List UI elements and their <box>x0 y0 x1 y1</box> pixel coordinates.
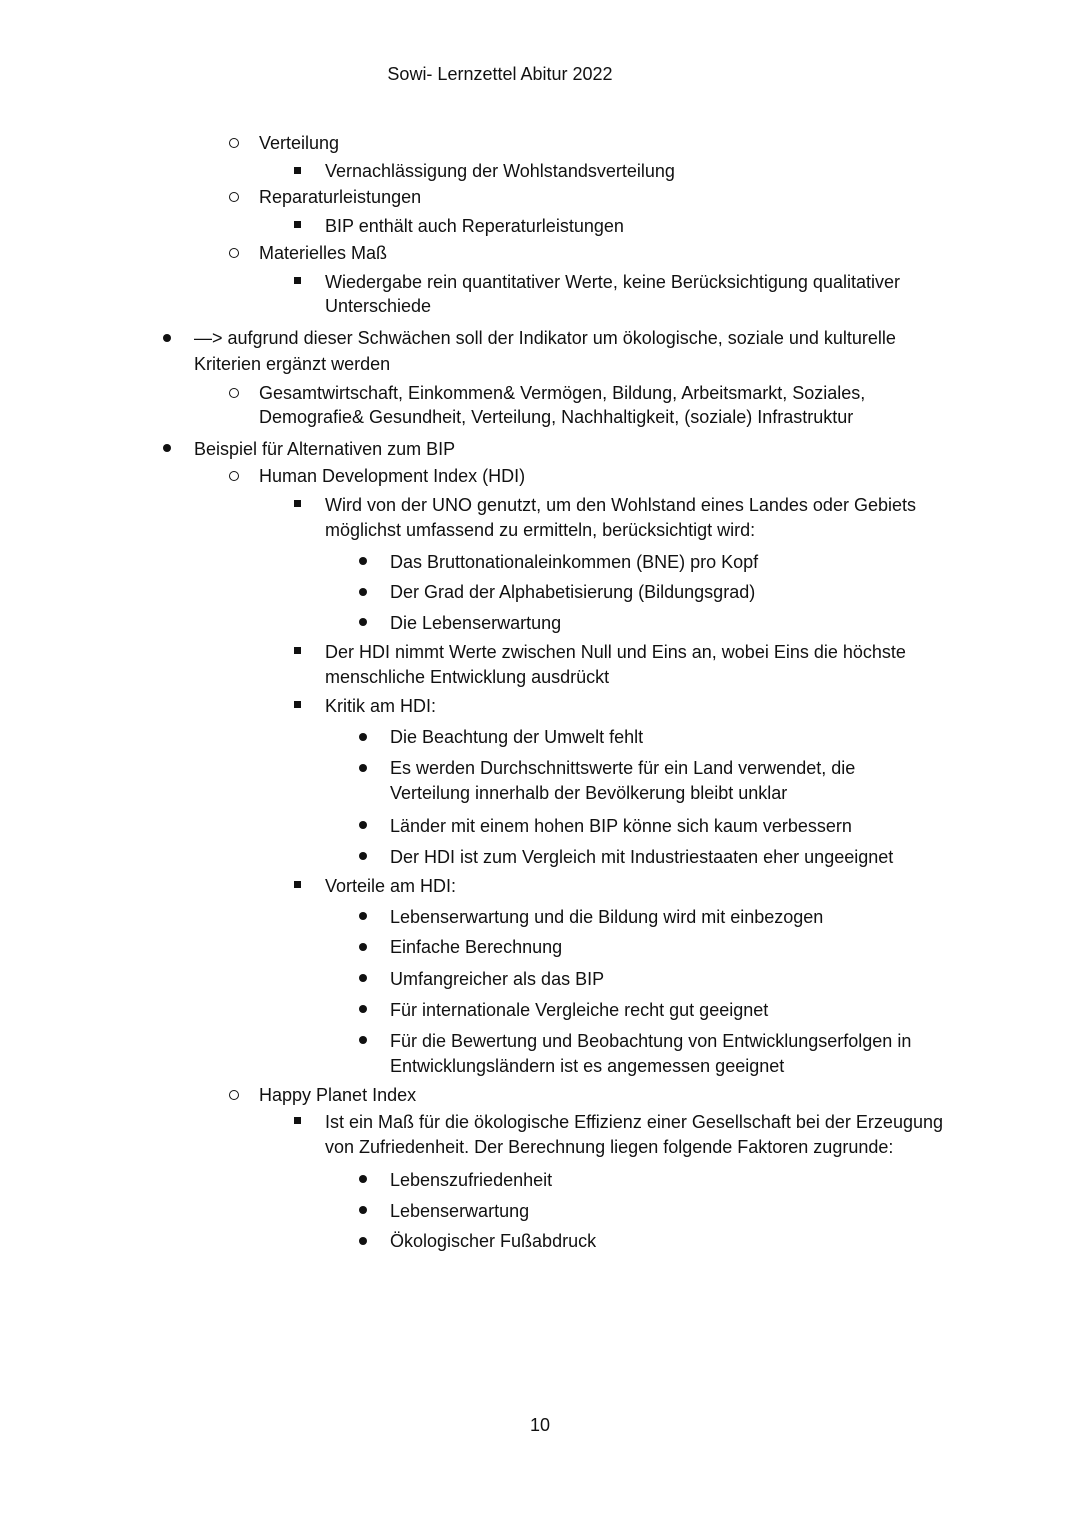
square-bullet-icon <box>294 221 301 228</box>
list-item: Das Bruttonationaleinkommen (BNE) pro Kopf <box>390 552 759 572</box>
list-item: Für die Bewertung und Beobachtung von Entwicklungserfolgen in <box>390 1031 912 1051</box>
list-item-continuation: Entwicklungsländern ist es angemessen geeignet <box>390 1056 785 1076</box>
dot-bullet-icon <box>359 974 367 982</box>
list-item: Vorteile am HDI: <box>325 876 457 896</box>
list-item-continuation: Unterschiede <box>325 296 432 316</box>
dot-bullet-icon <box>359 1175 367 1183</box>
square-bullet-icon <box>294 701 301 708</box>
list-item-continuation: menschliche Entwicklung ausdrückt <box>325 667 610 687</box>
list-item-continuation: von Zufriedenheit. Der Berechnung liegen folgende Faktoren zugrunde: <box>325 1137 894 1157</box>
square-bullet-icon <box>294 647 301 654</box>
list-item: —> aufgrund dieser Schwächen soll der Indikator um ökologische, soziale und kulturelle <box>194 328 896 348</box>
list-item: Der HDI nimmt Werte zwischen Null und Eins an, wobei Eins die höchste <box>325 642 906 662</box>
list-item: Kritik am HDI: <box>325 696 437 716</box>
square-bullet-icon <box>294 277 301 284</box>
page-title: Sowi- Lernzettel Abitur 2022 <box>387 64 613 84</box>
list-item: Beispiel für Alternativen zum BIP <box>194 439 456 459</box>
dot-bullet-icon <box>359 1036 367 1044</box>
list-item: Lebenserwartung <box>390 1201 530 1221</box>
square-bullet-icon <box>294 1117 301 1124</box>
list-item: Lebenserwartung und die Bildung wird mit einbezogen <box>390 907 824 927</box>
list-item: Länder mit einem hohen BIP könne sich kaum verbessern <box>390 816 852 836</box>
list-item: Happy Planet Index <box>259 1085 417 1105</box>
dot-bullet-icon <box>359 1237 367 1245</box>
list-item: Vernachlässigung der Wohlstandsverteilung <box>325 161 675 181</box>
list-item: Die Beachtung der Umwelt fehlt <box>390 727 644 747</box>
list-item: Ist ein Maß für die ökologische Effizienz einer Gesellschaft bei der Erzeugung <box>325 1112 943 1132</box>
list-item-continuation: möglichst umfassend zu ermitteln, berücksichtigt wird: <box>325 520 756 540</box>
circle-bullet-icon <box>229 471 239 481</box>
dot-bullet-icon <box>359 557 367 565</box>
circle-bullet-icon <box>229 138 239 148</box>
page-number: 10 <box>529 1415 551 1435</box>
list-item: Es werden Durchschnittswerte für ein Land verwendet, die <box>390 758 856 778</box>
square-bullet-icon <box>294 500 301 507</box>
list-item: Human Development Index (HDI) <box>259 466 526 486</box>
list-item: Wiedergabe rein quantitativer Werte, keine Berücksichtigung qualitativer <box>325 272 900 292</box>
dot-bullet-icon <box>359 943 367 951</box>
dot-bullet-icon <box>359 588 367 596</box>
dot-bullet-icon <box>163 444 171 452</box>
dot-bullet-icon <box>359 618 367 626</box>
dot-bullet-icon <box>359 764 367 772</box>
circle-bullet-icon <box>229 192 239 202</box>
list-item: Einfache Berechnung <box>390 937 563 957</box>
list-item-continuation: Demografie& Gesundheit, Verteilung, Nachhaltigkeit, (soziale) Infrastruktur <box>259 407 854 427</box>
list-item-continuation: Verteilung innerhalb der Bevölkerung bleibt unklar <box>390 783 788 803</box>
dot-bullet-icon <box>359 912 367 920</box>
list-item: Reparaturleistungen <box>259 187 422 207</box>
list-item: Der HDI ist zum Vergleich mit Industriestaaten eher ungeeignet <box>390 847 894 867</box>
list-item: Wird von der UNO genutzt, um den Wohlstand eines Landes oder Gebiets <box>325 495 916 515</box>
dot-bullet-icon <box>359 1206 367 1214</box>
list-item: Materielles Maß <box>259 243 388 263</box>
list-item: Umfangreicher als das BIP <box>390 969 605 989</box>
list-item: Lebenszufriedenheit <box>390 1170 553 1190</box>
circle-bullet-icon <box>229 1090 239 1100</box>
square-bullet-icon <box>294 167 301 174</box>
list-item: BIP enthält auch Reperaturleistungen <box>325 216 624 236</box>
list-item: Die Lebenserwartung <box>390 613 562 633</box>
square-bullet-icon <box>294 881 301 888</box>
dot-bullet-icon <box>359 852 367 860</box>
list-item: Verteilung <box>259 133 340 153</box>
circle-bullet-icon <box>229 248 239 258</box>
list-item: Gesamtwirtschaft, Einkommen& Vermögen, Bildung, Arbeitsmarkt, Soziales, <box>259 383 866 403</box>
dot-bullet-icon <box>359 1005 367 1013</box>
dot-bullet-icon <box>359 821 367 829</box>
list-item-continuation: Kriterien ergänzt werden <box>194 354 391 374</box>
dot-bullet-icon <box>163 334 171 342</box>
dot-bullet-icon <box>359 733 367 741</box>
list-item: Für internationale Vergleiche recht gut geeignet <box>390 1000 769 1020</box>
list-item: Ökologischer Fußabdruck <box>390 1231 597 1251</box>
circle-bullet-icon <box>229 388 239 398</box>
list-item: Der Grad der Alphabetisierung (Bildungsgrad) <box>390 582 756 602</box>
